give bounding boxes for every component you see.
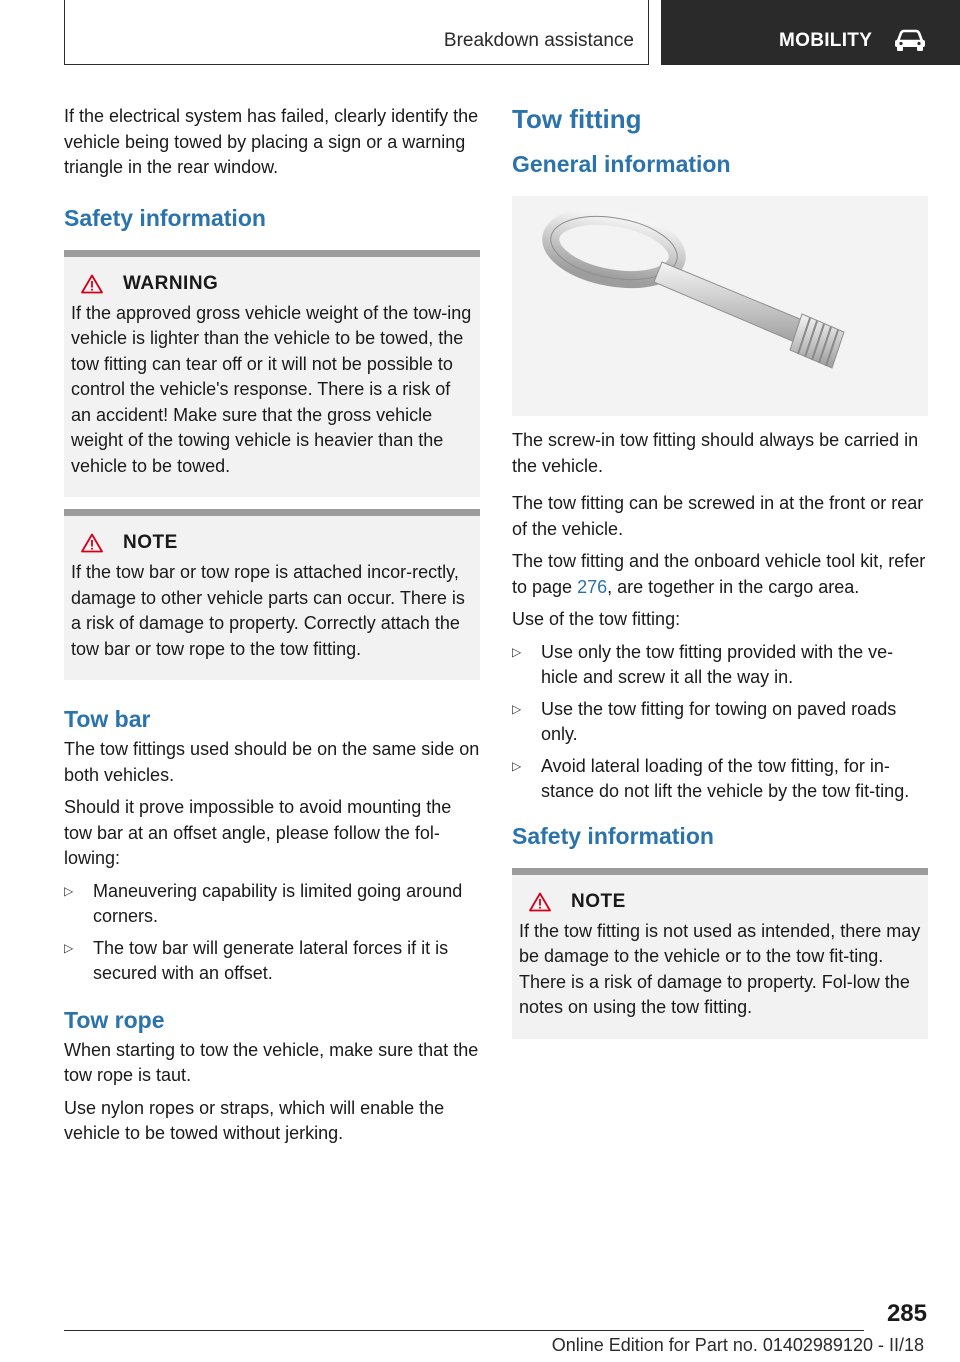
general-information-heading: General information [512, 151, 731, 177]
list-item: ▷ Use the tow fitting for towing on paved roads only. [512, 698, 897, 744]
tow-bar-paragraph: Should it prove impossible to avoid mounting the tow bar at an offset angle, please follow the fol-lowing: [64, 797, 452, 868]
running-header-chapter-tab [661, 0, 960, 65]
warning-triangle-icon [81, 274, 103, 294]
note-box [64, 509, 480, 680]
tow-bar-heading: Tow bar [64, 706, 151, 732]
left-column [64, 104, 480, 1154]
tow-rope-heading: Tow rope [64, 1006, 165, 1033]
warning-triangle-icon [529, 892, 551, 912]
footer-divider [64, 1330, 864, 1331]
note-text: If the tow fitting is not used as intended, there may be damage to the vehicle or to the tow fit-ting. There is a risk of damage to property. Fol-low the notes on using the tow fitting. [519, 920, 921, 1017]
triangle-bullet-icon: ▷ [64, 883, 74, 898]
tow-fitting-paragraph: The screw-in tow fitting should always be carried in the vehicle. [512, 430, 919, 476]
tow-bar-paragraph: The tow fittings used should be on the same side on both vehicles. [64, 739, 480, 785]
tow-rope-paragraph: Use nylon ropes or straps, which will enable the vehicle to be towed without jerking. [64, 1097, 445, 1143]
page-reference-link[interactable]: 276 [577, 576, 608, 597]
triangle-bullet-icon: ▷ [512, 644, 522, 659]
triangle-bullet-icon: ▷ [512, 758, 522, 773]
note-label: NOTE [123, 532, 178, 553]
tow-rope-paragraph: When starting to tow the vehicle, make sure that the tow rope is taut. [64, 1039, 479, 1085]
right-column [512, 104, 928, 1039]
tow-fitting-heading: Tow fitting [512, 104, 642, 134]
tow-fitting-paragraph: The tow fitting can be screwed in at the front or rear of the vehicle. [512, 493, 924, 539]
note-text: If the tow bar or tow rope is attached incor-rectly, damage to other vehicle parts can occur. There is a risk of damage to property. Correctly attach the tow bar or tow rope to the tow fitting. [71, 562, 465, 659]
safety-information-heading: Safety information [64, 204, 266, 231]
warning-box [64, 250, 480, 498]
note-label: NOTE [571, 890, 626, 912]
note-box [512, 868, 928, 1039]
list-item: ▷ The tow bar will generate lateral forces if it is secured with an offset. [64, 937, 449, 983]
intro-paragraph: If the electrical system has failed, clearly identify the vehicle being towed by placing a sign or a warning triangle in the rear window. [64, 106, 479, 177]
page-number: 285 [886, 1300, 927, 1327]
list-item: ▷ Maneuvering capability is limited going around corners. [64, 880, 463, 926]
warning-text: If the approved gross vehicle weight of the tow-ing vehicle is lighter than the vehicle to be towed, the tow fitting can tear off or it will not be possible to control the vehicle's response. There is a risk of an accident! Make sure that the gross vehicle weight of the towing vehicle is heavier than the vehicle to be towed. [71, 302, 472, 476]
note-header [519, 891, 921, 913]
tow-bar-list [64, 879, 480, 987]
tow-fitting-paragraph: The tow fitting and the onboard vehicle tool kit, refer to page 276, are together in the cargo area. [512, 551, 926, 597]
tow-fitting-image [512, 196, 928, 416]
tow-fitting-illustration [512, 196, 928, 416]
tow-fitting-paragraph: Use of the tow fitting: [512, 609, 681, 629]
note-header [71, 532, 473, 554]
safety-information-heading: Safety information [512, 822, 714, 849]
triangle-bullet-icon: ▷ [64, 940, 74, 955]
list-item: ▷ Use only the tow fitting provided with the ve-hicle and screw it all the way in. [512, 641, 894, 687]
tow-fitting-list [512, 640, 928, 805]
edition-footer: Online Edition for Part no. 01402989120 - II/18 [551, 1335, 924, 1355]
triangle-bullet-icon: ▷ [512, 701, 522, 716]
warning-triangle-icon [81, 533, 103, 553]
car-icon [893, 28, 927, 52]
list-item: ▷ Avoid lateral loading of the tow fitting, for in-stance do not lift the vehicle by the tow fit-ting. [512, 755, 910, 801]
running-header-chapter: MOBILITY [779, 30, 873, 51]
warning-label: WARNING [123, 272, 219, 294]
running-header-section-box [64, 0, 649, 65]
warning-header [71, 273, 473, 295]
running-header-section: Breakdown assistance [443, 30, 634, 51]
